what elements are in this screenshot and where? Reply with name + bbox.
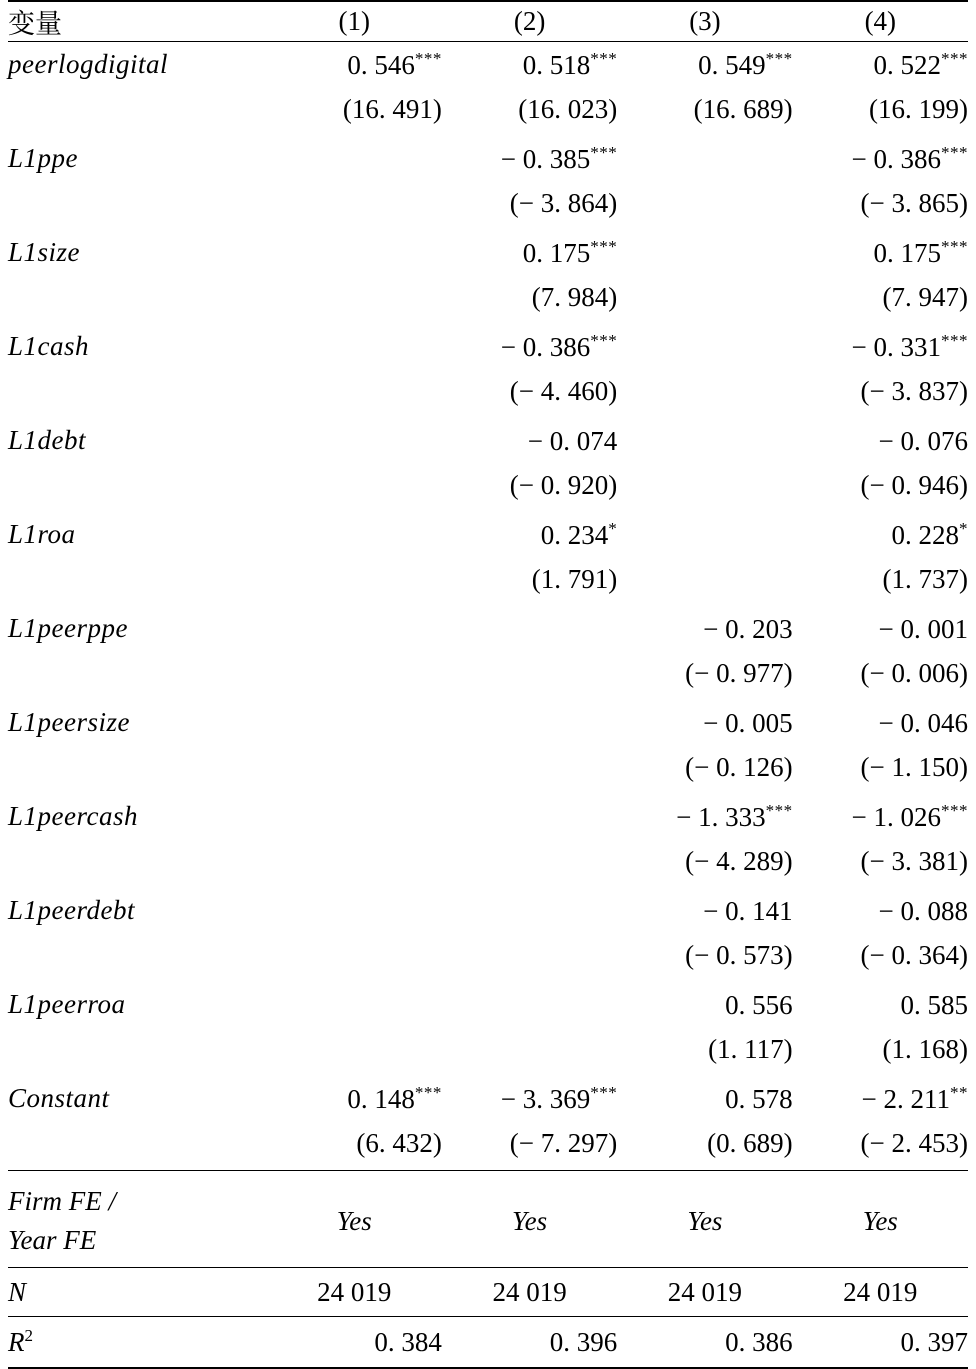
variable-name: Constant [8, 1083, 110, 1113]
significance-stars: *** [941, 236, 968, 256]
variable-name: L1peerdebt [8, 895, 135, 925]
coefficient-cell [442, 230, 617, 275]
std-error-cell [442, 651, 617, 700]
coefficient-cell [267, 42, 442, 88]
coefficient-value: 0. 175 [873, 237, 941, 268]
fixed-effects-label [8, 1171, 267, 1268]
coefficient-value: − 0. 141 [703, 895, 793, 926]
std-error-cell [442, 839, 617, 888]
significance-stars: *** [765, 800, 793, 820]
variable-name: L1peerppe [8, 613, 128, 643]
significance-stars: * [608, 518, 618, 538]
table-row [8, 369, 968, 418]
coefficient-cell [617, 512, 792, 557]
table-row [8, 933, 968, 982]
table-row [8, 418, 968, 463]
std-error-cell: (− 0. 920) [509, 470, 618, 500]
coefficient-value: − 2. 211 [861, 1083, 950, 1114]
table-row [8, 324, 968, 369]
coefficient-value: 0. 228 [891, 519, 959, 550]
variable-name: L1cash [8, 331, 90, 361]
variable-name: L1roa [8, 519, 76, 549]
variable-name: L1peercash [8, 801, 138, 831]
std-error-cell: (7. 947) [882, 282, 968, 312]
coefficient-value: − 0. 203 [703, 613, 793, 644]
empty-cell [8, 275, 267, 324]
coefficient-cell [442, 982, 617, 1027]
table-row [8, 1121, 968, 1171]
std-error-cell: (− 3. 837) [860, 376, 968, 406]
coefficient-value: 0. 585 [900, 989, 968, 1020]
coefficient-cell [793, 606, 968, 651]
coefficient-cell [793, 42, 968, 88]
coefficient-cell [617, 982, 792, 1027]
observations-value: 24 019 [617, 1268, 792, 1317]
coefficient-cell [793, 512, 968, 557]
fixed-effects-value: Yes [793, 1171, 968, 1268]
coefficient-cell [617, 230, 792, 275]
significance-stars: *** [941, 330, 968, 350]
std-error-cell [617, 557, 792, 606]
std-error-cell [267, 839, 442, 888]
std-error-cell [267, 181, 442, 230]
table-row [8, 651, 968, 700]
coefficient-cell [442, 136, 617, 181]
std-error-cell [267, 369, 442, 418]
r-squared-label [8, 1317, 267, 1369]
coefficient-cell [442, 42, 617, 88]
std-error-cell: (− 0. 126) [685, 752, 793, 782]
significance-stars: *** [590, 142, 618, 162]
coefficient-cell [793, 700, 968, 745]
table-row [8, 745, 968, 794]
std-error-cell: (− 0. 977) [685, 658, 793, 688]
coefficient-cell [793, 230, 968, 275]
table-row [8, 888, 968, 933]
std-error-cell [267, 1027, 442, 1076]
fixed-effects-label-line1: Firm FE / [8, 1185, 116, 1216]
table-row [8, 839, 968, 888]
r-squared-label-text: R [8, 1327, 25, 1357]
coefficient-cell [442, 700, 617, 745]
variable-name: peerlogdigital [8, 42, 267, 88]
coefficient-cell [442, 794, 617, 839]
coefficient-cell [617, 136, 792, 181]
observations-label: N [8, 1268, 267, 1317]
coefficient-value: 0. 148 [347, 1083, 415, 1114]
table-row [8, 1027, 968, 1076]
fixed-effects-value: Yes [267, 1171, 442, 1268]
empty-cell [8, 87, 267, 136]
coefficient-value: − 3. 369 [500, 1083, 591, 1114]
empty-cell [8, 557, 267, 606]
header-col-2: (2) [442, 1, 617, 42]
empty-cell [8, 1027, 267, 1076]
variable-name: L1peerroa [8, 989, 126, 1019]
r-squared-value: 0. 384 [267, 1317, 442, 1369]
table-header-row [8, 1, 968, 42]
table-row [8, 606, 968, 651]
significance-stars: ** [950, 1082, 968, 1102]
coefficient-cell [267, 324, 442, 369]
coefficient-value: 0. 522 [873, 49, 941, 80]
std-error-cell: (− 2. 453) [860, 1128, 968, 1158]
coefficient-value: 0. 578 [725, 1083, 793, 1114]
observations-value: 24 019 [442, 1268, 617, 1317]
observations-value: 24 019 [267, 1268, 442, 1317]
coefficient-value: − 0. 046 [878, 707, 968, 738]
coefficient-cell [617, 324, 792, 369]
coefficient-cell [267, 418, 442, 463]
std-error-cell: (7. 984) [531, 282, 618, 312]
std-error-cell: (1. 791) [531, 564, 618, 594]
coefficient-value: 0. 518 [522, 49, 591, 80]
empty-cell [8, 745, 267, 794]
coefficient-value: − 0. 088 [878, 895, 968, 926]
r-squared-value: 0. 396 [442, 1317, 617, 1369]
empty-cell [8, 651, 267, 700]
significance-stars: *** [590, 236, 618, 256]
std-error-cell [267, 463, 442, 512]
observations-row [8, 1268, 968, 1317]
coefficient-cell [617, 42, 792, 88]
std-error-cell: (6. 432) [356, 1128, 442, 1158]
coefficient-cell [442, 606, 617, 651]
std-error-cell [617, 463, 792, 512]
std-error-cell: (1. 737) [882, 564, 968, 594]
table-row [8, 275, 968, 324]
coefficient-cell [617, 700, 792, 745]
header-variable-label: 变量 [8, 1, 267, 42]
std-error-cell: (− 0. 006) [860, 658, 968, 688]
coefficient-cell [267, 512, 442, 557]
std-error-cell: (− 0. 946) [860, 470, 968, 500]
coefficient-cell [442, 1076, 617, 1121]
significance-stars: *** [414, 48, 442, 68]
coefficient-value: − 0. 074 [527, 425, 618, 456]
coefficient-cell [617, 794, 792, 839]
std-error-cell: (− 4. 460) [509, 376, 618, 406]
coefficient-cell [267, 230, 442, 275]
empty-cell [8, 181, 267, 230]
regression-table [8, 0, 968, 1369]
r-squared-value: 0. 386 [617, 1317, 792, 1369]
std-error-cell: (− 3. 864) [509, 188, 618, 218]
r-squared-superscript: 2 [24, 1326, 33, 1345]
std-error-cell [267, 275, 442, 324]
std-error-cell [617, 275, 792, 324]
empty-cell [8, 933, 267, 982]
table-row [8, 42, 968, 88]
coefficient-value: − 0. 386 [851, 143, 941, 174]
coefficient-value: − 0. 385 [500, 143, 591, 174]
table-row [8, 982, 968, 1027]
table-row [8, 87, 968, 136]
coefficient-cell [267, 794, 442, 839]
coefficient-cell [267, 700, 442, 745]
coefficient-cell [442, 324, 617, 369]
table-row [8, 794, 968, 839]
coefficient-cell [793, 136, 968, 181]
std-error-cell: (1. 168) [882, 1034, 968, 1064]
coefficient-value: − 1. 333 [676, 801, 766, 832]
significance-stars: *** [590, 48, 618, 68]
header-col-4: (4) [793, 1, 968, 42]
std-error-cell [617, 369, 792, 418]
coefficient-value: − 0. 076 [878, 425, 968, 456]
fixed-effects-row [8, 1171, 968, 1268]
table-row [8, 181, 968, 230]
std-error-cell [442, 933, 617, 982]
empty-cell [8, 463, 267, 512]
coefficient-cell [267, 982, 442, 1027]
significance-stars: *** [590, 1082, 618, 1102]
coefficient-cell [442, 888, 617, 933]
fixed-effects-value: Yes [617, 1171, 792, 1268]
std-error-cell [267, 745, 442, 794]
significance-stars: *** [414, 1082, 442, 1102]
std-error-cell: (16. 199) [869, 94, 968, 124]
significance-stars: *** [941, 142, 968, 162]
r-squared-row [8, 1317, 968, 1369]
fixed-effects-value: Yes [442, 1171, 617, 1268]
coefficient-value: 0. 175 [522, 237, 591, 268]
coefficient-cell [617, 888, 792, 933]
coefficient-cell [267, 606, 442, 651]
coefficient-value: − 1. 026 [851, 801, 941, 832]
coefficient-cell [267, 888, 442, 933]
coefficient-cell [617, 418, 792, 463]
fixed-effects-label-line2: Year FE [8, 1225, 97, 1255]
r-squared-value: 0. 397 [793, 1317, 968, 1369]
coefficient-cell [267, 1076, 442, 1121]
std-error-cell: (16. 023) [518, 94, 618, 124]
table-row [8, 557, 968, 606]
coefficient-cell [793, 324, 968, 369]
coefficient-cell [793, 418, 968, 463]
coefficient-value: 0. 549 [698, 49, 766, 80]
coefficient-value: 0. 546 [347, 49, 415, 80]
table-row [8, 463, 968, 512]
table-row [8, 136, 968, 181]
std-error-cell: (16. 689) [693, 94, 793, 124]
significance-stars: *** [941, 48, 968, 68]
coefficient-value: 0. 234 [540, 519, 609, 550]
variable-name: L1size [8, 237, 81, 267]
variable-name: L1peersize [8, 707, 130, 737]
std-error-cell [617, 181, 792, 230]
coefficient-cell [617, 1076, 792, 1121]
empty-cell [8, 1121, 267, 1171]
coefficient-value: 0. 556 [725, 989, 793, 1020]
coefficient-cell [442, 418, 617, 463]
table-row [8, 512, 968, 557]
table-row [8, 1076, 968, 1121]
std-error-cell: (− 7. 297) [509, 1128, 618, 1158]
std-error-cell [267, 651, 442, 700]
significance-stars: *** [590, 330, 618, 350]
coefficient-value: − 0. 001 [878, 613, 968, 644]
significance-stars: *** [765, 48, 793, 68]
coefficient-cell [793, 982, 968, 1027]
std-error-cell: (− 4. 289) [685, 846, 793, 876]
observations-value: 24 019 [793, 1268, 968, 1317]
coefficient-value: − 0. 331 [851, 331, 941, 362]
variable-name: L1ppe [8, 143, 78, 173]
std-error-cell: (− 3. 381) [860, 846, 968, 876]
significance-stars: *** [941, 800, 968, 820]
empty-cell [8, 839, 267, 888]
header-col-1: (1) [267, 1, 442, 42]
std-error-cell: (1. 117) [708, 1034, 793, 1064]
coefficient-value: − 0. 005 [703, 707, 793, 738]
coefficient-cell [793, 888, 968, 933]
coefficient-cell [617, 606, 792, 651]
table-row [8, 230, 968, 275]
significance-stars: * [959, 518, 968, 538]
std-error-cell [267, 557, 442, 606]
std-error-cell [267, 933, 442, 982]
std-error-cell: (16. 491) [342, 94, 442, 124]
coefficient-cell [442, 512, 617, 557]
coefficient-value: − 0. 386 [500, 331, 591, 362]
table-row [8, 700, 968, 745]
std-error-cell: (− 3. 865) [860, 188, 968, 218]
coefficient-cell [267, 136, 442, 181]
std-error-cell: (0. 689) [707, 1128, 793, 1158]
std-error-cell: (− 0. 573) [685, 940, 793, 970]
empty-cell [8, 369, 267, 418]
header-col-3: (3) [617, 1, 792, 42]
std-error-cell [442, 1027, 617, 1076]
variable-name: L1debt [8, 425, 87, 455]
std-error-cell: (− 0. 364) [860, 940, 968, 970]
coefficient-cell [793, 1076, 968, 1121]
std-error-cell [442, 745, 617, 794]
coefficient-cell [793, 794, 968, 839]
std-error-cell: (− 1. 150) [860, 752, 968, 782]
